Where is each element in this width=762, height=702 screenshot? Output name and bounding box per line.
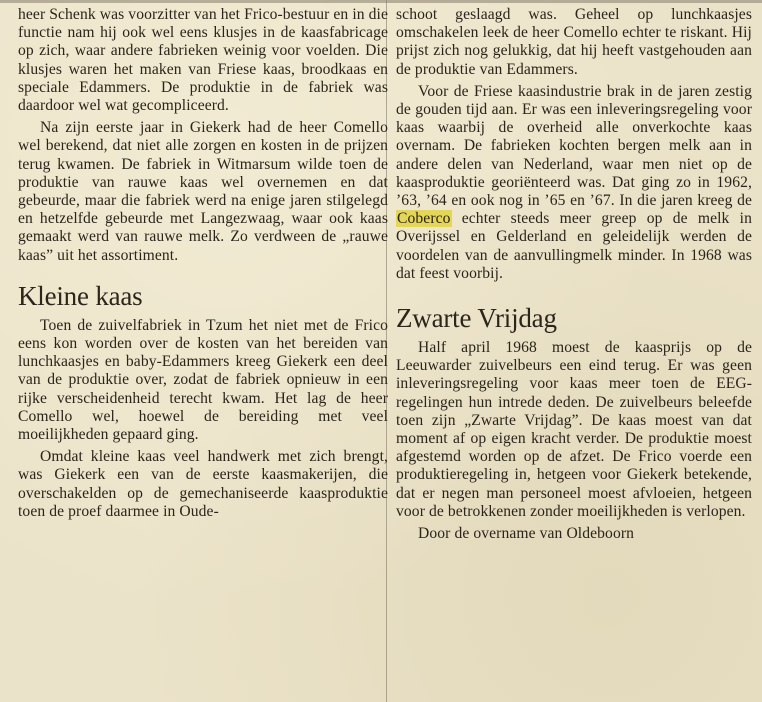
top-edge-rule (0, 0, 762, 3)
heading-zwarte-vrijdag: Zwarte Vrijdag (396, 303, 557, 334)
heading-kleine-kaas: Kleine kaas (18, 280, 143, 311)
highlighted-word-coberco: Coberco (397, 210, 451, 228)
left-paragraph-2: Na zijn eerste jaar in Giekerk had de heer Comello wel berekend, dat niet alle zorgen en kosten in de prijzen terug kwamen. De fabriek in Witmarsum wilde toen de produktie van rauwe kaas wel overnemen en dat gebeurde, maar die fabriek werd na enige jaren stilgelegd en hetzelfde gebeurde met Langezwaag, waar ook kaas gemaakt werd van rauwe melk. Zo verdween de „rauwe kaas” uit het assortiment. (18, 119, 388, 264)
right-paragraph-1: schoot geslaagd was. Geheel op lunchkaasjes omschakelen leek de heer Comello echter te riskant. Hij prijst zich nog gelukkig, dat hij heeft vastgehouden aan de produktie van Edammers. (396, 6, 752, 78)
left-paragraph-3: Toen de zuivelfabriek in Tzum het niet met de Frico eens kon worden over de kosten van het bereiden van lunchkaasjes en baby-Edammers kreeg Giekerk een deel van de produktie over, zodat de fabriek opnieuw in een rijke verscheidenheid terecht kwam. Het lag de heer Comello wel, hoewel de bereiding met veel moeilijkheden gepaard ging. (18, 316, 388, 444)
left-column (18, 6, 388, 521)
right-paragraph-4: Door de overname van Oldeboorn (418, 525, 635, 543)
right-paragraph-2-end: echter steeds meer greep op de melk in Overijssel en Gelderland en geleidelijk werden de voordelen van de aanvullingmelk minder. In 1968 was dat feest voorbij. (396, 210, 752, 282)
right-column (396, 6, 752, 543)
right-paragraph-2-start: Voor de Friese kaasindustrie brak in de jaren zestig de gouden tijd aan. Er was een inleveringsregeling voor kaas waarbij de overheid alle onverkochte kaas overnam. De fabrieken kochten bergen melk aan in andere delen van Nederland, waar men niet op de kaasproduktie georiënteerd was. Dat ging zo in 1962, ’63, ’64 en ook nog in ’65 en ’67. In die jaren kreeg de (396, 82, 752, 210)
right-paragraph-3: Half april 1968 moest de kaasprijs op de Leeuwarder zuivelbeurs een eind terug. Er was geen inleveringsregeling voor kaas meer toen de EEG-regelingen hun intrede deden. De zuivelbeurs beleefde toen zijn „Zwarte Vrijdag”. De kaas moest van dat moment af op eigen kracht verder. De produktie moest afgestemd worden op de afzet. De Frico voerde een produktieregeling in, hetgeen voor Giekerk betekende, dat er negen man personeel moest afvloeien, hetgeen voor de betrokkenen zonder moeilijkheden is verlopen. (396, 339, 752, 520)
left-paragraph-4: Omdat kleine kaas veel handwerk met zich brengt, was Giekerk een van de eerste kaasmakerijen, die overschakelden op de gemechaniseerde kaasproduktie toen de proef daarmee in Oude- (18, 448, 388, 520)
left-paragraph-1: heer Schenk was voorzitter van het Frico-bestuur en in die functie nam hij ook wel eens klusjes in de kaasfabricage op zich, waar andere fabrieken weinig voor voelden. Die klusjes waren het maken van Friese kaas, broodkaas en speciale Edammers. De produktie in de fabriek was daardoor wel wat gecompliceerd. (18, 6, 388, 115)
right-paragraph-2 (396, 83, 752, 283)
